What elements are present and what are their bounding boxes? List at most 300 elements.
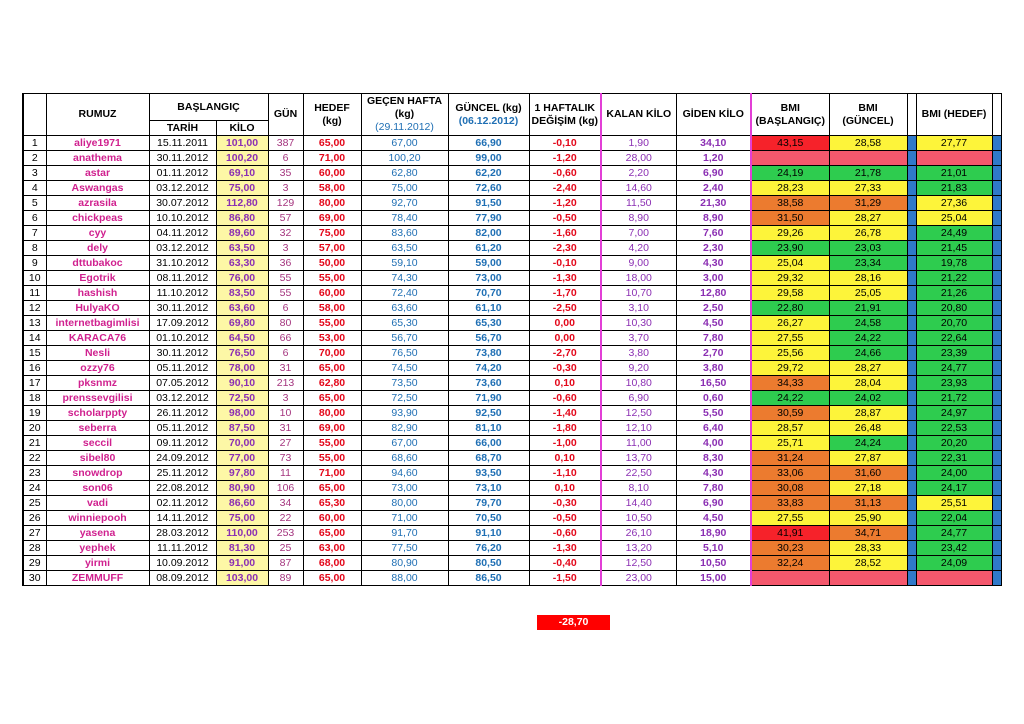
rumuz-cell: prenssevgilisi [46, 391, 149, 406]
separator-cell [907, 346, 916, 361]
hedef-cell: 71,00 [303, 466, 361, 481]
hedef-cell: 69,00 [303, 421, 361, 436]
kalan-kilo-cell: 4,20 [601, 241, 676, 256]
hedef-cell: 62,80 [303, 376, 361, 391]
hedef-cell: 65,00 [303, 391, 361, 406]
bmi-baslangic-cell: 24,22 [751, 391, 829, 406]
gun-cell: 10 [268, 406, 303, 421]
giden-kilo-cell: 10,50 [676, 556, 751, 571]
bmi-baslangic-cell: 26,27 [751, 316, 829, 331]
hedef-cell: 68,00 [303, 556, 361, 571]
hedef-cell: 58,00 [303, 301, 361, 316]
bmi-hedef-cell: 24,97 [916, 406, 992, 421]
separator-cell [992, 391, 1001, 406]
giden-kilo-cell: 4,30 [676, 256, 751, 271]
tarih-cell: 10.10.2012 [149, 211, 216, 226]
degisim-cell: -1,50 [529, 571, 601, 586]
baslangic-header: BAŞLANGIÇ [149, 94, 268, 121]
table-row [23, 526, 1001, 541]
bmi-guncel-cell: 28,27 [829, 361, 907, 376]
bmi-baslangic-cell: 41,91 [751, 526, 829, 541]
bmi-hedef-cell: 20,80 [916, 301, 992, 316]
giden-kilo-cell: 5,10 [676, 541, 751, 556]
degisim-cell: 0,10 [529, 481, 601, 496]
hedef-cell: 75,00 [303, 226, 361, 241]
guncel-title: GÜNCEL (kg) [455, 101, 522, 114]
separator-cell [907, 211, 916, 226]
gun-cell: 73 [268, 451, 303, 466]
separator-cell [907, 496, 916, 511]
kalan-kilo-cell: 8,10 [601, 481, 676, 496]
gun-cell: 6 [268, 346, 303, 361]
tarih-cell: 08.11.2012 [149, 271, 216, 286]
kalan-kilo-cell: 6,90 [601, 391, 676, 406]
guncel-cell: 62,20 [448, 166, 529, 181]
kalan-kilo-cell: 14,40 [601, 496, 676, 511]
bmi-baslangic-cell: 34,33 [751, 376, 829, 391]
bmi-guncel-cell: 23,34 [829, 256, 907, 271]
gecen-hafta-cell: 100,20 [361, 151, 448, 166]
bmi-hedef-cell: 21,72 [916, 391, 992, 406]
giden-kilo-cell: 2,50 [676, 301, 751, 316]
table-row [23, 376, 1001, 391]
hedef-cell: 53,00 [303, 331, 361, 346]
bmi-hedef-header: BMI (HEDEF) [916, 94, 992, 136]
separator-cell [992, 421, 1001, 436]
tarih-cell: 30.11.2012 [149, 151, 216, 166]
row-number: 15 [23, 346, 46, 361]
rumuz-cell: yephek [46, 541, 149, 556]
separator-cell [907, 301, 916, 316]
bmi-guncel-cell: 21,91 [829, 301, 907, 316]
separator-cell [907, 466, 916, 481]
bmi-hedef-cell: 21,01 [916, 166, 992, 181]
bmi-hedef-cell: 23,39 [916, 346, 992, 361]
gecen-hafta-cell: 91,70 [361, 526, 448, 541]
kalan-kilo-cell: 26,10 [601, 526, 676, 541]
separator-cell [907, 331, 916, 346]
kalan-kilo-cell: 18,00 [601, 271, 676, 286]
gecen-hafta-cell: 72,40 [361, 286, 448, 301]
rumuz-cell: anathema [46, 151, 149, 166]
row-number: 14 [23, 331, 46, 346]
gecen-hafta-cell: 73,50 [361, 376, 448, 391]
separator-cell [992, 151, 1001, 166]
bmi-guncel-cell [829, 151, 907, 166]
kalan-kilo-cell: 28,00 [601, 151, 676, 166]
degisim-cell: -2,70 [529, 346, 601, 361]
row-number: 18 [23, 391, 46, 406]
rumuz-cell: Aswangas [46, 181, 149, 196]
giden-kilo-cell: 4,00 [676, 436, 751, 451]
row-number: 1 [23, 136, 46, 151]
degisim-cell: -2,50 [529, 301, 601, 316]
separator-cell [907, 541, 916, 556]
kilo-cell: 103,00 [216, 571, 268, 586]
separator-cell [992, 511, 1001, 526]
separator-column [992, 94, 1001, 136]
hedef-cell: 55,00 [303, 451, 361, 466]
gecen-hafta-cell: 82,90 [361, 421, 448, 436]
tarih-cell: 17.09.2012 [149, 316, 216, 331]
separator-cell [907, 226, 916, 241]
degisim-cell: 0,10 [529, 376, 601, 391]
row-number: 30 [23, 571, 46, 586]
rumuz-cell: dely [46, 241, 149, 256]
kilo-header: KİLO [216, 121, 268, 136]
giden-kilo-cell: 2,30 [676, 241, 751, 256]
degisim-cell: -0,50 [529, 511, 601, 526]
guncel-cell: 99,00 [448, 151, 529, 166]
row-number: 3 [23, 166, 46, 181]
giden-kilo-cell: 4,50 [676, 511, 751, 526]
kalan-kilo-cell: 11,50 [601, 196, 676, 211]
kilo-cell: 63,30 [216, 256, 268, 271]
gecen-hafta-cell: 65,30 [361, 316, 448, 331]
rumuz-cell: snowdrop [46, 466, 149, 481]
tarih-cell: 03.12.2012 [149, 241, 216, 256]
separator-cell [992, 481, 1001, 496]
guncel-header [448, 94, 529, 136]
gecen-hafta-cell: 76,50 [361, 346, 448, 361]
gun-cell: 3 [268, 181, 303, 196]
kilo-cell: 97,80 [216, 466, 268, 481]
table-row [23, 556, 1001, 571]
row-number: 25 [23, 496, 46, 511]
bmi-guncel-cell: 24,02 [829, 391, 907, 406]
row-number: 22 [23, 451, 46, 466]
giden-kilo-cell: 21,30 [676, 196, 751, 211]
bmi-baslangic-cell: 31,50 [751, 211, 829, 226]
kilo-cell: 75,00 [216, 181, 268, 196]
gecen-hafta-cell: 74,30 [361, 271, 448, 286]
kalan-kilo-cell: 1,90 [601, 136, 676, 151]
tarih-cell: 28.03.2012 [149, 526, 216, 541]
separator-cell [992, 346, 1001, 361]
separator-cell [992, 241, 1001, 256]
bmi-hedef-cell: 23,42 [916, 541, 992, 556]
hedef-cell: 55,00 [303, 436, 361, 451]
table-row [23, 511, 1001, 526]
tarih-cell: 11.11.2012 [149, 541, 216, 556]
guncel-cell: 80,50 [448, 556, 529, 571]
kalan-kilo-cell: 3,80 [601, 346, 676, 361]
separator-cell [907, 376, 916, 391]
bmi-guncel-cell: 34,71 [829, 526, 907, 541]
hedef-cell: 57,00 [303, 241, 361, 256]
bmi-guncel-cell: 27,87 [829, 451, 907, 466]
kalan-kilo-cell: 7,00 [601, 226, 676, 241]
giden-kilo-cell: 12,80 [676, 286, 751, 301]
separator-cell [907, 391, 916, 406]
tarih-cell: 24.09.2012 [149, 451, 216, 466]
gecen-hafta-date: (29.11.2012) [375, 121, 434, 133]
bmi-hedef-cell: 21,45 [916, 241, 992, 256]
kilo-cell: 98,00 [216, 406, 268, 421]
kilo-cell: 86,80 [216, 211, 268, 226]
degisim-cell: -1,10 [529, 466, 601, 481]
guncel-cell: 66,00 [448, 436, 529, 451]
separator-cell [992, 196, 1001, 211]
gecen-hafta-title: GEÇEN HAFTA (kg) [366, 95, 443, 120]
gun-cell: 22 [268, 511, 303, 526]
gecen-hafta-cell: 77,50 [361, 541, 448, 556]
gecen-hafta-cell: 83,60 [361, 226, 448, 241]
kalan-kilo-cell: 8,90 [601, 211, 676, 226]
gecen-hafta-cell: 94,60 [361, 466, 448, 481]
guncel-cell: 81,10 [448, 421, 529, 436]
row-number: 20 [23, 421, 46, 436]
giden-kilo-cell: 0,60 [676, 391, 751, 406]
guncel-cell: 66,90 [448, 136, 529, 151]
tarih-cell: 01.11.2012 [149, 166, 216, 181]
bmi-hedef-cell: 21,26 [916, 286, 992, 301]
hedef-cell: 65,00 [303, 136, 361, 151]
degisim-cell: -1,20 [529, 196, 601, 211]
gun-cell: 213 [268, 376, 303, 391]
giden-kilo-cell: 2,70 [676, 346, 751, 361]
kalan-kilo-cell: 14,60 [601, 181, 676, 196]
table-row [23, 496, 1001, 511]
separator-cell [907, 571, 916, 586]
bmi-baslangic-cell: 33,83 [751, 496, 829, 511]
bmi-hedef-cell [916, 571, 992, 586]
degisim-cell: 0,10 [529, 451, 601, 466]
separator-cell [992, 181, 1001, 196]
gecen-hafta-cell: 63,50 [361, 241, 448, 256]
table-row [23, 361, 1001, 376]
kilo-cell: 76,00 [216, 271, 268, 286]
gun-cell: 253 [268, 526, 303, 541]
separator-cell [907, 196, 916, 211]
tarih-cell: 08.09.2012 [149, 571, 216, 586]
tarih-cell: 30.07.2012 [149, 196, 216, 211]
separator-cell [907, 316, 916, 331]
bmi-baslangic-cell: 30,23 [751, 541, 829, 556]
guncel-cell: 71,90 [448, 391, 529, 406]
kilo-cell: 80,90 [216, 481, 268, 496]
rumuz-cell: astar [46, 166, 149, 181]
hedef-cell: 80,00 [303, 406, 361, 421]
separator-cell [907, 241, 916, 256]
separator-cell [907, 421, 916, 436]
kalan-kilo-cell: 10,50 [601, 511, 676, 526]
kilo-cell: 63,60 [216, 301, 268, 316]
tarih-cell: 05.11.2012 [149, 421, 216, 436]
gun-cell: 6 [268, 301, 303, 316]
kalan-kilo-cell: 10,80 [601, 376, 676, 391]
hedef-header: HEDEF (kg) [303, 94, 361, 136]
row-number: 2 [23, 151, 46, 166]
table-row [23, 391, 1001, 406]
separator-cell [992, 571, 1001, 586]
bmi-hedef-cell: 22,64 [916, 331, 992, 346]
tarih-cell: 11.10.2012 [149, 286, 216, 301]
kilo-cell: 101,00 [216, 136, 268, 151]
separator-cell [992, 271, 1001, 286]
kilo-cell: 77,00 [216, 451, 268, 466]
bmi-hedef-cell: 25,04 [916, 211, 992, 226]
gun-cell: 387 [268, 136, 303, 151]
hedef-cell: 65,00 [303, 361, 361, 376]
kilo-cell: 75,00 [216, 511, 268, 526]
rumuz-cell: cyy [46, 226, 149, 241]
separator-cell [907, 556, 916, 571]
gecen-hafta-cell: 59,10 [361, 256, 448, 271]
degisim-cell: 0,00 [529, 316, 601, 331]
guncel-cell: 61,20 [448, 241, 529, 256]
rumuz-cell: ozzy76 [46, 361, 149, 376]
guncel-cell: 91,10 [448, 526, 529, 541]
tarih-cell: 25.11.2012 [149, 466, 216, 481]
bmi-guncel-header: BMI (GÜNCEL) [829, 94, 907, 136]
degisim-cell: -0,60 [529, 391, 601, 406]
bmi-baslangic-cell: 29,72 [751, 361, 829, 376]
giden-kilo-cell: 5,50 [676, 406, 751, 421]
separator-cell [992, 226, 1001, 241]
bmi-hedef-cell: 24,00 [916, 466, 992, 481]
tarih-cell: 22.08.2012 [149, 481, 216, 496]
degisim-cell: -1,40 [529, 406, 601, 421]
bmi-guncel-cell: 26,48 [829, 421, 907, 436]
bmi-guncel-cell: 24,66 [829, 346, 907, 361]
kalan-kilo-cell: 2,20 [601, 166, 676, 181]
degisim-cell: -1,60 [529, 226, 601, 241]
hedef-cell: 70,00 [303, 346, 361, 361]
hedef-cell: 80,00 [303, 196, 361, 211]
rumuz-cell: aliye1971 [46, 136, 149, 151]
kalan-kilo-cell: 10,70 [601, 286, 676, 301]
table-row [23, 211, 1001, 226]
giden-kilo-cell: 8,30 [676, 451, 751, 466]
separator-cell [992, 496, 1001, 511]
row-number: 24 [23, 481, 46, 496]
bmi-hedef-cell: 24,09 [916, 556, 992, 571]
table-row [23, 331, 1001, 346]
total-weekly-change: -28,70 [537, 615, 610, 630]
gun-header: GÜN [268, 94, 303, 136]
degisim-cell: -1,30 [529, 271, 601, 286]
bmi-baslangic-cell: 29,32 [751, 271, 829, 286]
table-row [23, 481, 1001, 496]
table-row [23, 241, 1001, 256]
row-number: 11 [23, 286, 46, 301]
hedef-cell: 55,00 [303, 316, 361, 331]
gecen-hafta-cell: 75,00 [361, 181, 448, 196]
giden-kilo-cell: 7,80 [676, 331, 751, 346]
separator-cell [992, 466, 1001, 481]
degisim-cell: -1,30 [529, 541, 601, 556]
bmi-hedef-cell: 24,49 [916, 226, 992, 241]
giden-kilo-cell: 6,40 [676, 421, 751, 436]
bmi-hedef-cell: 22,04 [916, 511, 992, 526]
bmi-guncel-cell: 31,60 [829, 466, 907, 481]
gun-cell: 80 [268, 316, 303, 331]
gun-cell: 35 [268, 166, 303, 181]
separator-cell [992, 301, 1001, 316]
tarih-cell: 09.11.2012 [149, 436, 216, 451]
tarih-cell: 04.11.2012 [149, 226, 216, 241]
kalan-kilo-cell: 10,30 [601, 316, 676, 331]
degisim-cell: -1,80 [529, 421, 601, 436]
bmi-baslangic-cell: 29,58 [751, 286, 829, 301]
separator-cell [907, 166, 916, 181]
guncel-cell: 72,60 [448, 181, 529, 196]
guncel-cell: 86,50 [448, 571, 529, 586]
kilo-cell: 87,50 [216, 421, 268, 436]
bmi-hedef-cell: 23,93 [916, 376, 992, 391]
row-number: 9 [23, 256, 46, 271]
kalan-kilo-cell: 3,70 [601, 331, 676, 346]
bmi-baslangic-cell: 32,24 [751, 556, 829, 571]
table-row [23, 346, 1001, 361]
gun-cell: 3 [268, 391, 303, 406]
bmi-guncel-cell: 27,33 [829, 181, 907, 196]
kilo-cell: 89,60 [216, 226, 268, 241]
rumuz-cell: yasena [46, 526, 149, 541]
giden-kilo-cell: 7,60 [676, 226, 751, 241]
guncel-cell: 61,10 [448, 301, 529, 316]
bmi-guncel-cell: 21,78 [829, 166, 907, 181]
kalan-kilo-cell: 12,50 [601, 556, 676, 571]
hedef-cell: 65,00 [303, 571, 361, 586]
table-row [23, 166, 1001, 181]
guncel-cell: 56,70 [448, 331, 529, 346]
degisim-cell: -0,30 [529, 496, 601, 511]
rumuz-cell: Egotrik [46, 271, 149, 286]
kilo-cell: 81,30 [216, 541, 268, 556]
bmi-hedef-cell: 20,70 [916, 316, 992, 331]
gecen-hafta-header [361, 94, 448, 136]
row-number: 5 [23, 196, 46, 211]
kilo-cell: 86,60 [216, 496, 268, 511]
rumuz-cell: internetbagimlisi [46, 316, 149, 331]
bmi-hedef-cell: 24,77 [916, 361, 992, 376]
row-number: 26 [23, 511, 46, 526]
row-number: 8 [23, 241, 46, 256]
gecen-hafta-cell: 67,00 [361, 136, 448, 151]
giden-kilo-cell: 6,90 [676, 496, 751, 511]
guncel-cell: 73,00 [448, 271, 529, 286]
rumuz-cell: scholarppty [46, 406, 149, 421]
bmi-guncel-cell: 28,52 [829, 556, 907, 571]
rumuz-cell: sibel80 [46, 451, 149, 466]
gecen-hafta-cell: 80,90 [361, 556, 448, 571]
bmi-baslangic-header: BMI (BAŞLANGIÇ) [751, 94, 829, 136]
separator-cell [992, 541, 1001, 556]
degisim-cell: -0,50 [529, 211, 601, 226]
giden-kilo-cell: 3,80 [676, 361, 751, 376]
separator-cell [907, 526, 916, 541]
guncel-cell: 70,50 [448, 511, 529, 526]
separator-column [907, 94, 916, 136]
rumuz-cell: vadi [46, 496, 149, 511]
degisim-cell: 0,00 [529, 331, 601, 346]
gun-cell: 55 [268, 271, 303, 286]
bmi-baslangic-cell: 28,57 [751, 421, 829, 436]
separator-cell [992, 286, 1001, 301]
guncel-cell: 73,10 [448, 481, 529, 496]
kalan-kilo-cell: 22,50 [601, 466, 676, 481]
bmi-guncel-cell: 31,13 [829, 496, 907, 511]
bmi-guncel-cell: 24,58 [829, 316, 907, 331]
hedef-cell: 63,00 [303, 541, 361, 556]
separator-cell [907, 511, 916, 526]
hedef-cell: 60,00 [303, 166, 361, 181]
bmi-guncel-cell: 25,90 [829, 511, 907, 526]
bmi-hedef-cell: 21,83 [916, 181, 992, 196]
bmi-guncel-cell: 23,03 [829, 241, 907, 256]
